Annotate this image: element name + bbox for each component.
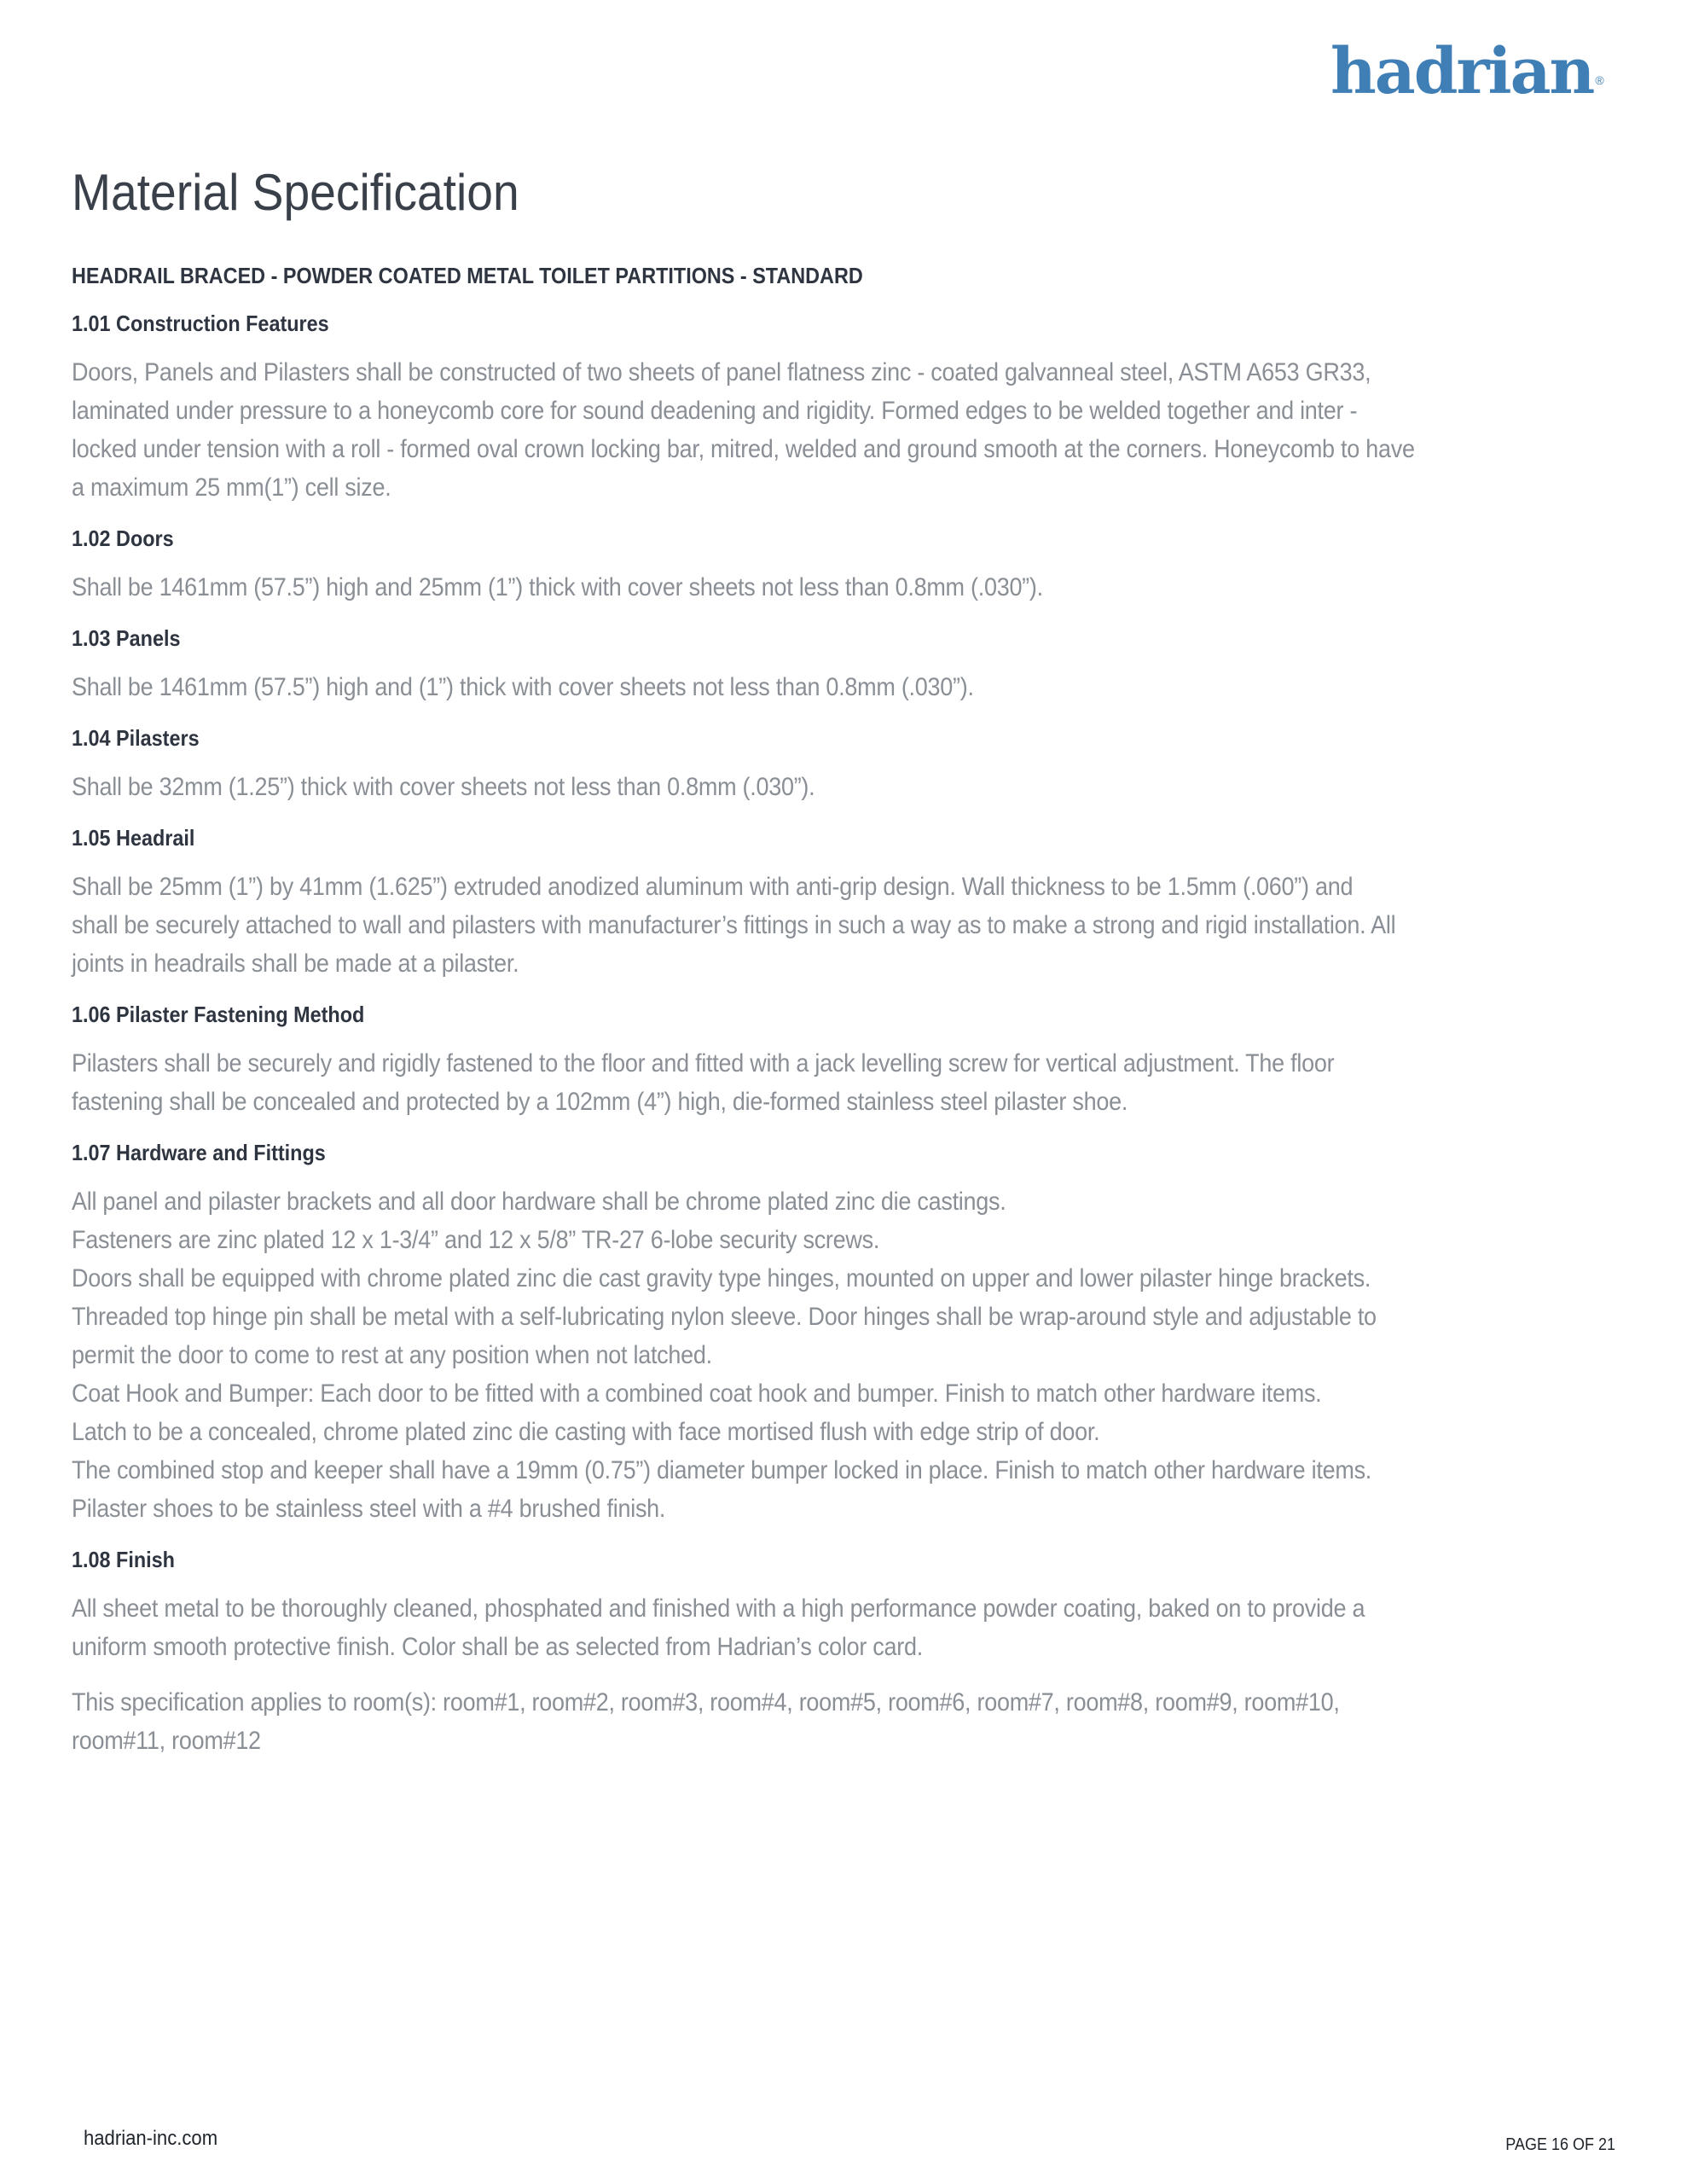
spec-section <box>72 309 1598 507</box>
section-text <box>72 353 1598 507</box>
spec-section <box>72 1138 1598 1528</box>
section-heading: 1.02 Doors <box>72 526 174 551</box>
text-line: laminated under pressure to a honeycomb core for sound deadening and rigidity. Formed edges to be welded together and inter - <box>72 397 1358 425</box>
text-line: Shall be 1461mm (57.5”) high and 25mm (1”) thick with cover sheets not less than 0.8mm (.030”). <box>72 573 1043 601</box>
text-line: This specification applies to room(s): room#1, room#2, room#3, room#4, room#5, room#6, room#7, room#8, room#9, room#10, <box>72 1688 1340 1716</box>
spec-section <box>72 823 1598 983</box>
footer-website: hadrian-inc.com <box>84 2127 218 2150</box>
spec-section <box>72 624 1598 706</box>
section-heading: 1.07 Hardware and Fittings <box>72 1140 326 1165</box>
document-body <box>72 162 1598 1777</box>
text-line: Doors shall be equipped with chrome plated zinc die cast gravity type hinges, mounted on upper and lower pilaster hinge brackets. <box>72 1264 1371 1292</box>
applies-to-rooms <box>72 1683 1598 1760</box>
section-text <box>72 768 1598 806</box>
text-line: Shall be 1461mm (57.5”) high and (1”) thick with cover sheets not less than 0.8mm (.030”). <box>72 673 974 701</box>
logo-text: hadrian <box>1330 35 1594 108</box>
text-line: All panel and pilaster brackets and all door hardware shall be chrome plated zinc die castings. <box>72 1188 1006 1216</box>
spec-section <box>72 1000 1598 1121</box>
section-text <box>72 668 1598 706</box>
text-line: permit the door to come to rest at any position when not latched. <box>72 1341 712 1369</box>
section-heading: 1.05 Headrail <box>72 825 195 851</box>
text-line: All sheet metal to be thoroughly cleaned, phosphated and finished with a high performance powder coating, baked on to provide a <box>72 1594 1365 1623</box>
section-text <box>72 1589 1598 1666</box>
spec-section <box>72 723 1598 806</box>
section-heading: 1.08 Finish <box>72 1547 175 1572</box>
text-line: fastening shall be concealed and protected by a 102mm (4”) high, die-formed stainless steel pilaster shoe. <box>72 1088 1128 1116</box>
section-text <box>72 868 1598 983</box>
text-line: Doors, Panels and Pilasters shall be constructed of two sheets of panel flatness zinc - coated galvanneal steel, ASTM A653 GR33, <box>72 358 1371 386</box>
registered-mark: ® <box>1595 73 1604 87</box>
text-line: Coat Hook and Bumper: Each door to be fitted with a combined coat hook and bumper. Finish to match other hardware items. <box>72 1380 1322 1408</box>
section-text <box>72 568 1598 607</box>
spec-section <box>72 1545 1598 1666</box>
text-line: room#11, room#12 <box>72 1727 261 1755</box>
text-line: uniform smooth protective finish. Color shall be as selected from Hadrian’s color card. <box>72 1633 923 1661</box>
section-heading: 1.06 Pilaster Fastening Method <box>72 1002 365 1027</box>
spec-sections <box>72 309 1598 1666</box>
document-heading: HEADRAIL BRACED - POWDER COATED METAL TOILET PARTITIONS - STANDARD <box>72 263 863 288</box>
text-line: locked under tension with a roll - formed oval crown locking bar, mitred, welded and ground smooth at the corners. Honeycomb to have <box>72 435 1415 463</box>
text-line: Pilaster shoes to be stainless steel with a #4 brushed finish. <box>72 1495 666 1523</box>
text-line: joints in headrails shall be made at a pilaster. <box>72 950 519 978</box>
section-text <box>72 1044 1598 1121</box>
section-heading: 1.01 Construction Features <box>72 311 329 336</box>
text-line: Threaded top hinge pin shall be metal with a self-lubricating nylon sleeve. Door hinges shall be wrap-around style and adjustable to <box>72 1303 1377 1331</box>
text-line: shall be securely attached to wall and pilasters with manufacturer’s fittings in such a way as to make a strong and rigid installation. All <box>72 911 1396 939</box>
section-text <box>72 1182 1598 1528</box>
section-heading: 1.03 Panels <box>72 625 181 651</box>
text-line: Shall be 25mm (1”) by 41mm (1.625”) extruded anodized aluminum with anti-grip design. Wall thickness to be 1.5mm (.060”) and <box>72 873 1354 901</box>
section-heading: 1.04 Pilasters <box>72 725 200 751</box>
text-line: Latch to be a concealed, chrome plated zinc die casting with face mortised flush with edge strip of door. <box>72 1418 1100 1446</box>
text-line: Fasteners are zinc plated 12 x 1-3/4” and 12 x 5/8” TR-27 6-lobe security screws. <box>72 1226 880 1254</box>
page-number: PAGE 16 OF 21 <box>1505 2135 1615 2154</box>
page-title: Material Specification <box>72 164 519 221</box>
text-line: Pilasters shall be securely and rigidly fastened to the floor and fitted with a jack levelling screw for vertical adjustment. The floor <box>72 1049 1335 1077</box>
spec-section <box>72 524 1598 607</box>
text-line: Shall be 32mm (1.25”) thick with cover sheets not less than 0.8mm (.030”). <box>72 773 815 801</box>
text-line: The combined stop and keeper shall have a 19mm (0.75”) diameter bumper locked in place. Finish to match other hardware items. <box>72 1456 1372 1484</box>
hadrian-logo <box>1330 35 1604 108</box>
text-line: a maximum 25 mm(1”) cell size. <box>72 473 391 502</box>
